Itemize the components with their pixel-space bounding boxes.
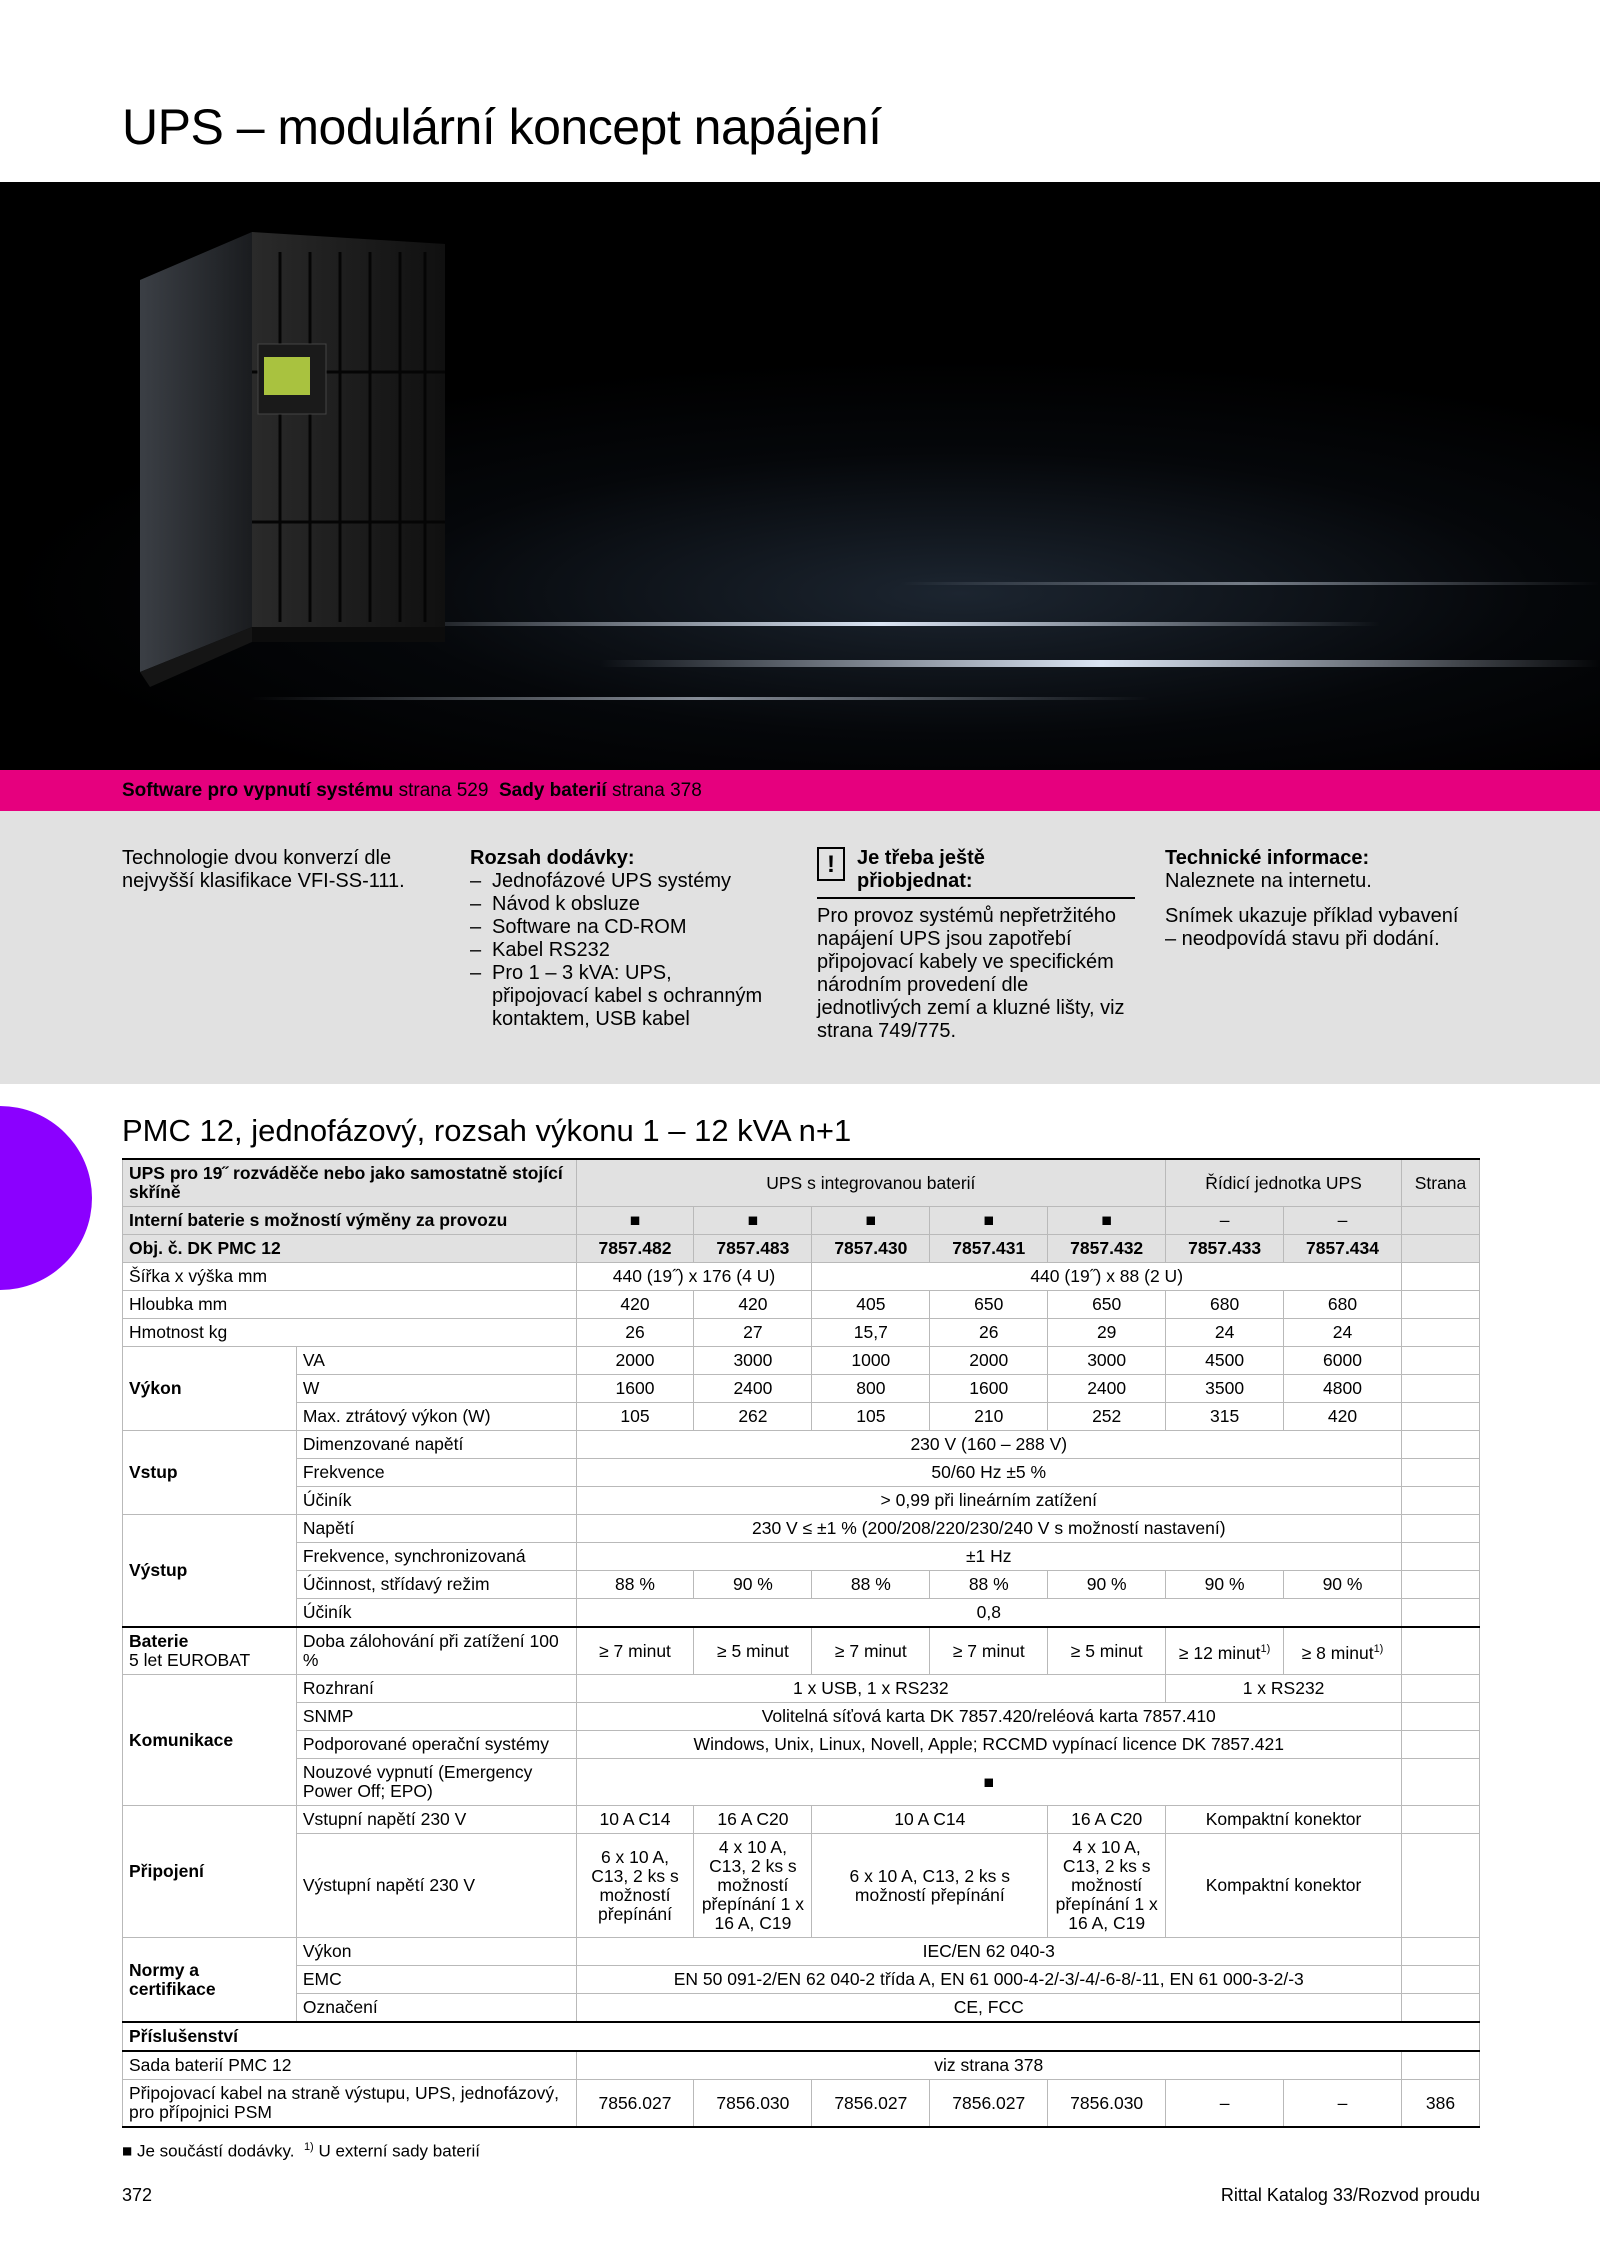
table-cell: ■ [812, 1207, 930, 1235]
footnote-marker: 1) [303, 2141, 314, 2153]
table-cell: 4 x 10 A, C13, 2 ks s možností přepínání 1 x 16 A, C19 [1048, 1834, 1166, 1938]
table-cell: – [1284, 2080, 1402, 2128]
table-cell: 24 [1166, 1319, 1284, 1347]
table-cell: UPS s integrovanou baterií [576, 1159, 1166, 1207]
table-cell: 230 V ≤ ±1 % (200/208/220/230/240 V s možností nastavení) [576, 1515, 1401, 1543]
order-number: 7857.432 [1048, 1235, 1166, 1263]
table-cell: 90 % [694, 1571, 812, 1599]
battery-link-label[interactable]: Sady baterií [498, 780, 607, 801]
table-cell [1401, 1938, 1479, 1966]
table-cell: Řídicí jednotka UPS [1166, 1159, 1402, 1207]
table-row [123, 1834, 1480, 1938]
table-cell: 26 [576, 1319, 694, 1347]
table-cell: Účiník [296, 1487, 576, 1515]
order-number: 7857.482 [576, 1235, 694, 1263]
table-cell: 90 % [1048, 1571, 1166, 1599]
table-cell: Hloubka mm [123, 1291, 577, 1319]
table-cell: 16 A C20 [1048, 1806, 1166, 1834]
order-note-text: Pro provoz systémů nepřetržitého napájení UPS jsou zapotřebí připojovací kabely ve specifickém národním provedení dle jednotlivých zemí a kluzné lišty, viz strana 749/775. [817, 905, 1125, 1042]
table-cell: Podporované operační systémy [296, 1731, 576, 1759]
table-cell: 2400 [1048, 1375, 1166, 1403]
scope-item: – Pro 1 – 3 kVA: UPS, připojovací kabel s ochranným kontaktem, USB kabel [470, 962, 770, 1031]
table-cell: 3000 [1048, 1347, 1166, 1375]
scope-item: – Software na CD-ROM [470, 916, 770, 939]
table-cell: 650 [1048, 1291, 1166, 1319]
table-cell: Dimenzované napětí [296, 1431, 576, 1459]
table-cell: ■ [694, 1207, 812, 1235]
order-note-title: Je třeba ještě přiobjednat: [857, 847, 985, 892]
table-cell [1401, 1319, 1479, 1347]
table-cell: 315 [1166, 1403, 1284, 1431]
table-cell: Frekvence [296, 1459, 576, 1487]
table-cell [1401, 1759, 1479, 1806]
order-number: 7857.431 [930, 1235, 1048, 1263]
table-row [123, 2080, 1480, 2128]
group-label: Výkon [123, 1347, 297, 1431]
table-cell: 262 [694, 1403, 812, 1431]
table-row [123, 1703, 1480, 1731]
order-number: 7856.030 [694, 2080, 812, 2128]
table-cell: Výkon [296, 1938, 576, 1966]
table-cell [1401, 2051, 1479, 2080]
table-cell: 680 [1166, 1291, 1284, 1319]
table-cell: Napětí [296, 1515, 576, 1543]
table-row [123, 2051, 1480, 2080]
table-cell: 1600 [930, 1375, 1048, 1403]
table-row [123, 1599, 1480, 1628]
table-cell: ■ [930, 1207, 1048, 1235]
table-row [123, 1806, 1480, 1834]
table-row [123, 1515, 1480, 1543]
battery-page-ref: strana 378 [611, 780, 702, 801]
intro-description: Technologie dvou konverzí dle nejvyšší klasifikace VFI-SS-111. [122, 847, 405, 892]
table-cell: Windows, Unix, Linux, Novell, Apple; RCCMD vypínací licence DK 7857.421 [576, 1731, 1401, 1759]
page-title: UPS – modulární koncept napájení [122, 99, 882, 155]
table-cell: IEC/EN 62 040-3 [576, 1938, 1401, 1966]
table-cell: 1600 [576, 1375, 694, 1403]
table-cell [1401, 1375, 1479, 1403]
technical-info-title: Technické informace: [1165, 847, 1370, 869]
table-cell [1401, 1834, 1479, 1938]
table-cell: Nouzové vypnutí (Emergency Power Off; EPO) [296, 1759, 576, 1806]
group-label: Připojení [123, 1806, 297, 1938]
technical-info-text: Naleznete na internetu. [1165, 870, 1372, 892]
table-cell: SNMP [296, 1703, 576, 1731]
page-number: 372 [122, 2185, 153, 2205]
delivery-scope [470, 847, 770, 1031]
table-cell [1401, 1431, 1479, 1459]
table-cell: 105 [576, 1403, 694, 1431]
group-label: Komunikace [123, 1675, 297, 1806]
footnotes [122, 2141, 480, 2162]
table-row [123, 2022, 1480, 2051]
delivery-scope-title: Rozsah dodávky: [470, 847, 635, 869]
cross-reference-banner [0, 770, 1600, 811]
table-cell [1401, 1291, 1479, 1319]
table-cell [1401, 1263, 1479, 1291]
table-row [123, 1347, 1480, 1375]
product-photo [0, 182, 1600, 770]
order-number: 7857.433 [1166, 1235, 1284, 1263]
table-cell: Označení [296, 1994, 576, 2023]
table-cell: – [1166, 1207, 1284, 1235]
table-cell [1401, 1207, 1479, 1235]
order-number: 7856.030 [1048, 2080, 1166, 2128]
table-row [123, 1966, 1480, 1994]
table-cell: 26 [930, 1319, 1048, 1347]
table-cell: Max. ztrátový výkon (W) [296, 1403, 576, 1431]
table-cell: 88 % [576, 1571, 694, 1599]
table-cell: ■ [576, 1759, 1401, 1806]
table-cell: 680 [1284, 1291, 1402, 1319]
table-cell: 440 (19˝) x 88 (2 U) [812, 1263, 1402, 1291]
table-row [123, 1487, 1480, 1515]
software-link-label[interactable]: Software pro vypnutí systému [122, 780, 394, 801]
table-row [123, 1627, 1480, 1675]
table-cell: – [1284, 1207, 1402, 1235]
table-cell: ±1 Hz [576, 1543, 1401, 1571]
table-cell: 16 A C20 [694, 1806, 812, 1834]
scope-item: – Návod k obsluze [470, 893, 770, 916]
table-cell: 440 (19˝) x 176 (4 U) [576, 1263, 812, 1291]
table-cell: 6000 [1284, 1347, 1402, 1375]
table-row [123, 1263, 1480, 1291]
table-cell: 4 x 10 A, C13, 2 ks s možností přepínání 1 x 16 A, C19 [694, 1834, 812, 1938]
table-cell: 10 A C14 [812, 1806, 1048, 1834]
group-label: Výstup [123, 1515, 297, 1628]
table-cell [1401, 1731, 1479, 1759]
footnote-external-battery: U externí sady baterií [318, 2141, 481, 2161]
table-cell [1401, 1515, 1479, 1543]
table-cell: 0,8 [576, 1599, 1401, 1628]
ups-cabinet-illustration [140, 232, 450, 687]
table-cell: – [1166, 2080, 1284, 2128]
table-cell: 90 % [1166, 1571, 1284, 1599]
table-cell: > 0,99 při lineárním zatížení [576, 1487, 1401, 1515]
intro-panel [0, 811, 1600, 1084]
table-cell: ≥ 7 minut [930, 1627, 1048, 1675]
table-cell: 2400 [694, 1375, 812, 1403]
table-row [123, 1403, 1480, 1431]
table-cell: 29 [1048, 1319, 1166, 1347]
table-cell: Šířka x výška mm [123, 1263, 577, 1291]
table-cell: 3000 [694, 1347, 812, 1375]
table-cell: 4500 [1166, 1347, 1284, 1375]
table-cell: Obj. č. DK PMC 12 [123, 1235, 577, 1263]
table-cell: 800 [812, 1375, 930, 1403]
photo-disclaimer: Snímek ukazuje příklad vybavení – neodpovídá stavu při dodání. [1165, 905, 1459, 950]
table-cell [1401, 1347, 1479, 1375]
page-reference[interactable]: 386 [1401, 2080, 1479, 2128]
table-cell: 88 % [930, 1571, 1048, 1599]
section-marker [0, 1106, 92, 1290]
table-cell: CE, FCC [576, 1994, 1401, 2023]
table-cell: 650 [930, 1291, 1048, 1319]
table-row [123, 1759, 1480, 1806]
order-number: 7856.027 [812, 2080, 930, 2128]
table-cell: VA [296, 1347, 576, 1375]
table-cell: Hmotnost kg [123, 1319, 577, 1347]
footnote-ref: 1) [1373, 1642, 1384, 1655]
table-cell: Účinnost, střídavý režim [296, 1571, 576, 1599]
warning-icon: ! [817, 847, 845, 881]
table-cell: ≥ 5 minut [694, 1627, 812, 1675]
spec-table [122, 1158, 1480, 2128]
table-cell [1401, 1703, 1479, 1731]
table-cell: ≥ 7 minut [576, 1627, 694, 1675]
order-number: 7856.027 [576, 2080, 694, 2128]
table-cell: Kompaktní konektor [1166, 1806, 1402, 1834]
table-cell: 88 % [812, 1571, 930, 1599]
table-row [123, 1459, 1480, 1487]
table-cell: Vstupní napětí 230 V [296, 1806, 576, 1834]
table-cell: 420 [694, 1291, 812, 1319]
table-cell: Frekvence, synchronizovaná [296, 1543, 576, 1571]
table-cell: 1000 [812, 1347, 930, 1375]
footnote-ref: 1) [1260, 1642, 1271, 1655]
table-row [123, 1571, 1480, 1599]
section-title: PMC 12, jednofázový, rozsah výkonu 1 – 12 kVA n+1 [122, 1113, 852, 1148]
table-cell: 15,7 [812, 1319, 930, 1347]
table-cell: 230 V (160 – 288 V) [576, 1431, 1401, 1459]
table-cell: Připojovací kabel na straně výstupu, UPS, jednofázový, pro přípojnici PSM [123, 2080, 577, 2128]
table-row [123, 1375, 1480, 1403]
table-cell: 90 % [1284, 1571, 1402, 1599]
table-cell: EN 50 091-2/EN 62 040-2 třída A, EN 61 000-4-2/-3/-4/-6-8/-11, EN 61 000-3-2/-3 [576, 1966, 1401, 1994]
table-cell: ≥ 5 minut [1048, 1627, 1166, 1675]
table-cell [1401, 1599, 1479, 1628]
table-cell: UPS pro 19˝ rozváděče nebo jako samostatně stojící skříně [123, 1159, 577, 1207]
table-cell: ■ [1048, 1207, 1166, 1235]
table-row [123, 1291, 1480, 1319]
table-cell: ≥ 7 minut [812, 1627, 930, 1675]
table-cell: 2000 [930, 1347, 1048, 1375]
table-cell: Volitelná síťová karta DK 7857.420/reléová karta 7857.410 [576, 1703, 1401, 1731]
table-cell: Kompaktní konektor [1166, 1834, 1402, 1938]
table-cell: 105 [812, 1403, 930, 1431]
order-number: 7856.027 [930, 2080, 1048, 2128]
order-number: 7857.483 [694, 1235, 812, 1263]
table-cell [1401, 1235, 1479, 1263]
table-cell [1401, 1806, 1479, 1834]
table-cell [1401, 1571, 1479, 1599]
table-cell: ≥ 8 minut [1301, 1642, 1374, 1663]
table-cell: Interní baterie s možností výměny za provozu [123, 1207, 577, 1235]
table-cell: 6 x 10 A, C13, 2 ks s možností přepínání [812, 1834, 1048, 1938]
table-row [123, 1994, 1480, 2023]
table-header-row [123, 1159, 1480, 1207]
software-page-ref: strana 529 [398, 780, 489, 801]
table-cell: 420 [1284, 1403, 1402, 1431]
technical-info [1165, 847, 1465, 951]
table-cell: 252 [1048, 1403, 1166, 1431]
table-cell [1401, 1487, 1479, 1515]
table-cell: 210 [930, 1403, 1048, 1431]
accessories-heading: Příslušenství [123, 2022, 1480, 2051]
scope-item: – Kabel RS232 [470, 939, 770, 962]
table-cell: 1 x USB, 1 x RS232 [576, 1675, 1166, 1703]
order-number: 7857.430 [812, 1235, 930, 1263]
table-row [123, 1431, 1480, 1459]
table-cell [1401, 1543, 1479, 1571]
table-cell: Rozhraní [296, 1675, 576, 1703]
table-row [123, 1235, 1480, 1263]
table-cell: ≥ 12 minut [1178, 1642, 1261, 1663]
table-cell [1401, 1403, 1479, 1431]
page-reference[interactable]: viz strana 378 [576, 2051, 1401, 2080]
table-cell: 3500 [1166, 1375, 1284, 1403]
table-cell: 420 [576, 1291, 694, 1319]
table-cell: 2000 [576, 1347, 694, 1375]
table-cell: Výstupní napětí 230 V [296, 1834, 576, 1938]
table-row [123, 1675, 1480, 1703]
scope-item: – Jednofázové UPS systémy [470, 870, 770, 893]
table-cell: 50/60 Hz ±5 % [576, 1459, 1401, 1487]
table-cell [1401, 1994, 1479, 2023]
table-cell: Sada baterií PMC 12 [123, 2051, 577, 2080]
table-cell: 27 [694, 1319, 812, 1347]
order-note [817, 847, 1137, 1043]
table-cell [1401, 1966, 1479, 1994]
table-row [123, 1319, 1480, 1347]
table-cell: 1 x RS232 [1166, 1675, 1402, 1703]
order-number: 7857.434 [1284, 1235, 1402, 1263]
table-cell: 405 [812, 1291, 930, 1319]
table-cell: 4800 [1284, 1375, 1402, 1403]
table-row [123, 1543, 1480, 1571]
group-label: Vstup [123, 1431, 297, 1515]
table-cell: 10 A C14 [576, 1806, 694, 1834]
table-cell: Doba zálohování při zatížení 100 % [296, 1627, 576, 1675]
table-cell: 24 [1284, 1319, 1402, 1347]
table-cell: Účiník [296, 1599, 576, 1628]
group-label: Normy a certifikace [123, 1938, 297, 2023]
table-cell: ■ [576, 1207, 694, 1235]
footnote-included: ■ Je součástí dodávky. [122, 2141, 295, 2161]
group-label: Baterie [129, 1631, 189, 1651]
table-row [123, 1731, 1480, 1759]
table-cell [1401, 1675, 1479, 1703]
catalog-name: Rittal Katalog 33/Rozvod proudu [1220, 2185, 1480, 2205]
table-cell [1401, 1627, 1479, 1675]
table-cell: Strana [1401, 1159, 1479, 1207]
table-cell: W [296, 1375, 576, 1403]
table-row [123, 1207, 1480, 1235]
table-cell: EMC [296, 1966, 576, 1994]
group-sublabel: 5 let EUROBAT [129, 1650, 251, 1670]
table-cell: 6 x 10 A, C13, 2 ks s možností přepínání [576, 1834, 694, 1938]
table-cell [1401, 1459, 1479, 1487]
table-row [123, 1938, 1480, 1966]
